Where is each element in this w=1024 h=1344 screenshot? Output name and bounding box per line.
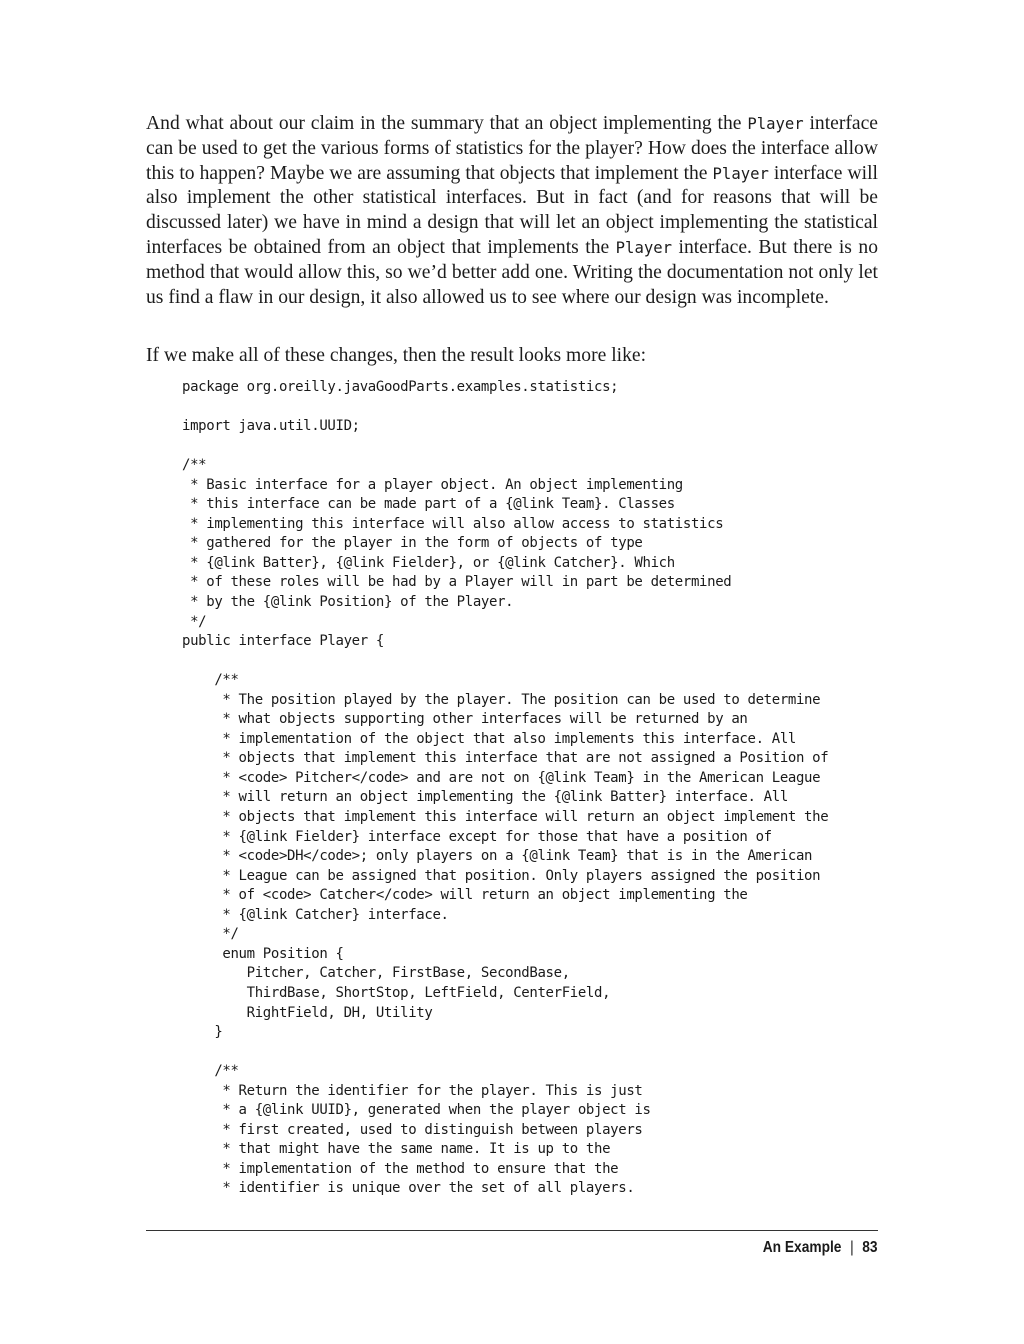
code-line: * objects that implement this interface will return an object implement the bbox=[182, 809, 829, 826]
code-line: * a {@link UUID}, generated when the player object is bbox=[182, 1102, 651, 1119]
code-line bbox=[182, 652, 828, 672]
code-line: Pitcher, Catcher, FirstBase, SecondBase, bbox=[182, 965, 570, 982]
code-line: * Return the identifier for the player. This is just bbox=[182, 1082, 643, 1099]
code-line: * this interface can be made part of a {@link Team}. Classes bbox=[182, 496, 675, 513]
code-line: * what objects supporting other interfaces will be returned by an bbox=[182, 711, 748, 728]
code-line: } bbox=[182, 1024, 223, 1041]
inline-code-player: Player bbox=[615, 238, 673, 257]
code-line: ThirdBase, ShortStop, LeftField, CenterField, bbox=[182, 984, 611, 1001]
paragraph-text: interface can be used to get the various forms of statistics for the player? How does the interface allow this to happen? Maybe we are assuming that objects that implement the bbox=[146, 113, 878, 184]
code-line: * The position played by the player. The position can be used to determine bbox=[182, 691, 821, 708]
code-line: * objects that implement this interface that are not assigned a Position of bbox=[182, 750, 829, 767]
footer-divider bbox=[146, 1230, 878, 1231]
paragraph-text: interface will also implement the other statistical interfaces. But in fact (and for reasons that will be discussed later) we have in mind a design that will let an object implementing the statistical interfaces be obtained from an object that implements the bbox=[146, 162, 878, 258]
code-line: * gathered for the player in the form of objects of type bbox=[182, 535, 643, 552]
code-line: * of these roles will be had by a Player will in part be determined bbox=[182, 574, 732, 591]
code-line: * {@link Fielder} interface except for those that have a position of bbox=[182, 828, 772, 845]
code-line: * by the {@link Position} of the Player. bbox=[182, 594, 514, 611]
code-line: /** bbox=[182, 457, 207, 474]
code-line: */ bbox=[182, 926, 239, 943]
inline-code-player: Player bbox=[747, 115, 804, 133]
code-line: * first created, used to distinguish between players bbox=[182, 1121, 643, 1138]
code-line: package org.oreilly.javaGoodParts.examples.statistics; bbox=[182, 379, 619, 395]
code-line: * <code> Pitcher</code> and are not on {@link Team} in the American League bbox=[182, 769, 821, 786]
paragraph-text: interface. But there is no method that would allow this, so we’d better add one. Writing the documentation not only let us find a flaw in our design, it also allowed us to see where our design was incomplete. bbox=[146, 236, 878, 308]
code-line: * implementation of the method to ensure that the bbox=[182, 1160, 619, 1177]
code-line: */ bbox=[182, 613, 207, 630]
body-paragraph-lead-in: If we make all of these changes, then the result looks more like: bbox=[146, 345, 647, 366]
code-line: * League can be assigned that position. Only players assigned the position bbox=[182, 867, 821, 884]
code-line: * Basic interface for a player object. An object implementing bbox=[182, 476, 683, 493]
paragraph-text: And what about our claim in the summary that an object implementing the bbox=[146, 113, 748, 134]
code-line: * {@link Batter}, {@link Fielder}, or {@link Catcher}. Which bbox=[182, 554, 675, 571]
code-listing bbox=[182, 378, 828, 1199]
code-line: * will return an object implementing the {@link Batter} interface. All bbox=[182, 789, 788, 806]
code-line: public interface Player { bbox=[182, 633, 384, 650]
code-line: * implementing this interface will also allow access to statistics bbox=[182, 515, 724, 532]
footer-separator: | bbox=[850, 1239, 855, 1256]
code-line: /** bbox=[182, 672, 239, 689]
code-line: * {@link Catcher} interface. bbox=[182, 906, 449, 923]
code-line: RightField, DH, Utility bbox=[182, 1004, 433, 1021]
inline-code-player: Player bbox=[712, 164, 769, 183]
code-line bbox=[182, 1043, 828, 1063]
code-line: * that might have the same name. It is up to the bbox=[182, 1141, 611, 1158]
code-line: * implementation of the object that also implements this interface. All bbox=[182, 730, 796, 747]
page-footer bbox=[763, 1239, 878, 1257]
code-line: * <code>DH</code>; only players on a {@link Team} that is in the American bbox=[182, 848, 813, 865]
code-line: import java.util.UUID; bbox=[182, 418, 360, 435]
page-number: 83 bbox=[862, 1239, 878, 1256]
code-line: enum Position { bbox=[182, 945, 344, 962]
code-line: * identifier is unique over the set of all players. bbox=[182, 1180, 635, 1197]
footer-section-title: An Example bbox=[763, 1239, 842, 1256]
code-line bbox=[182, 398, 828, 418]
code-line bbox=[182, 437, 828, 457]
body-paragraph-intro bbox=[146, 112, 878, 310]
code-line: * of <code> Catcher</code> will return an object implementing the bbox=[182, 887, 748, 904]
code-line: /** bbox=[182, 1063, 239, 1080]
